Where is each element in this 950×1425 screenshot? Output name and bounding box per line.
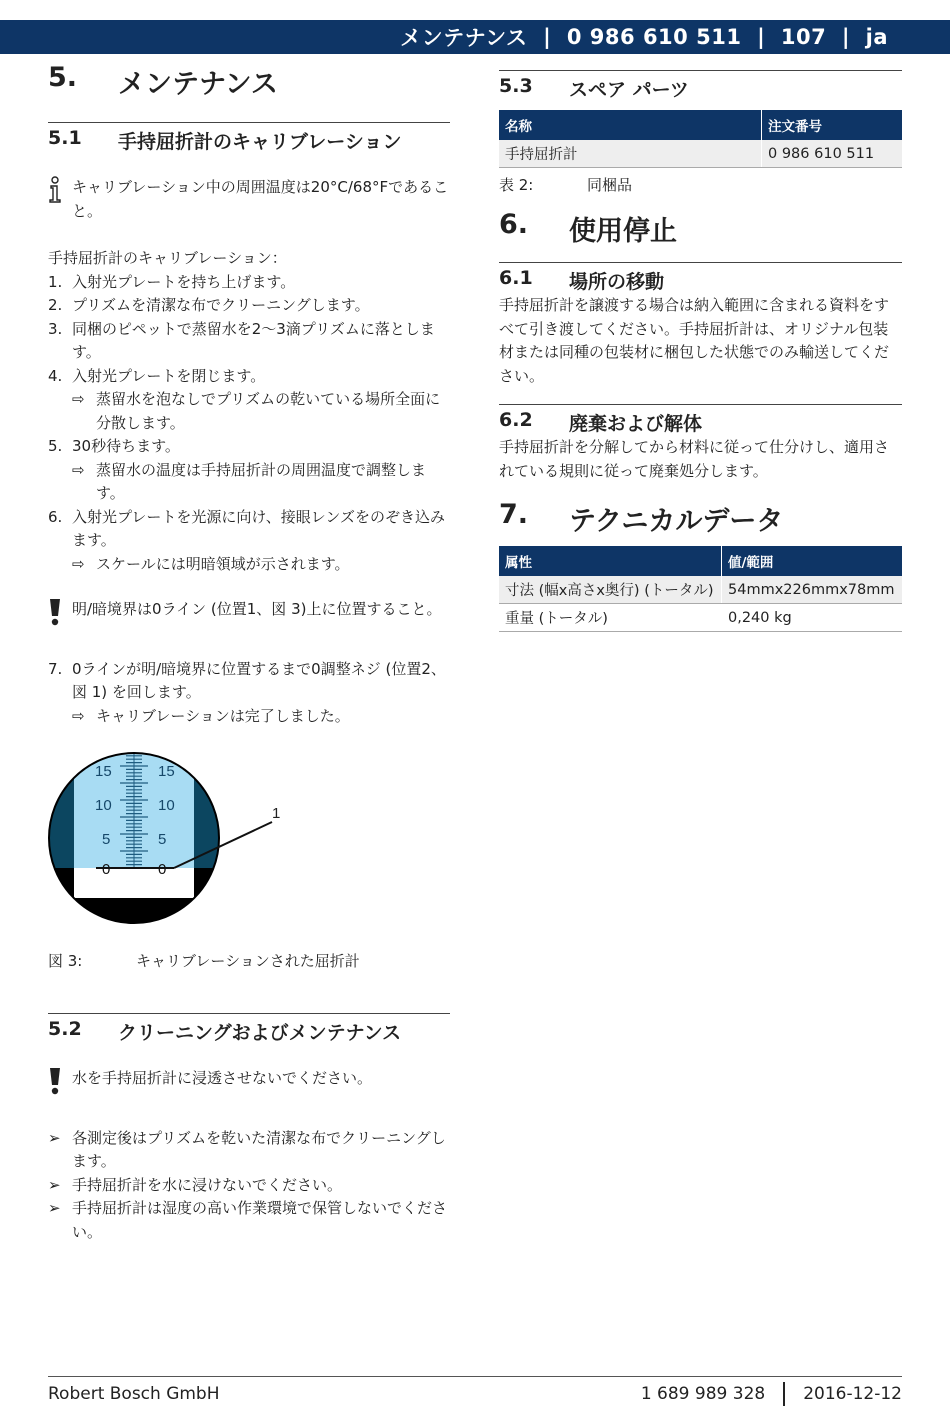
scale-label-0-right: 0 [158,861,167,878]
result-arrow-icon: ⇨ [72,554,85,573]
list-item: 3. 同梱のピペットで蒸留水を2～3滴プリズムに落とします。 [48,319,435,361]
list-item: 4. 入射光プレートを閉じます。 [48,366,266,385]
column-header: 属性 [499,546,722,576]
scale-label-15-right: 15 [158,763,175,780]
warning-note [48,1067,450,1103]
section-5-heading: 5. メンテナンス [48,62,278,100]
step-result: ⇨ 蒸留水を泡なしでプリズムの乾いている場所全面に分散します。 [48,388,450,435]
result-arrow-icon: ⇨ [72,390,85,408]
exclamation-icon [48,598,72,634]
scale-label-0-left: 0 [102,861,111,878]
spare-parts-table [499,110,902,168]
table-caption: 表 2: 同梱品 [499,176,633,194]
header-order-number: 0 986 610 511 [566,25,742,49]
page-footer [48,1382,902,1406]
page-header [0,20,950,54]
bullet-arrow-icon: ➢ [48,1128,61,1147]
section-6-1-heading: 6.1 場所の移動 [499,262,902,294]
refractometer-figure [48,752,450,932]
list-item: 5. 30秒待ちます。 [48,437,180,455]
footer-company: Robert Bosch GmbH [48,1384,220,1404]
header-page-number: 107 [780,25,827,49]
info-note [48,176,450,223]
header-language: ja [865,25,888,49]
footer-separator [783,1382,785,1406]
section-5-3-heading: 5.3 スペア パーツ [499,70,902,102]
table-row: 手持屈折計 0 986 610 511 [499,140,902,168]
scale-label-15-left: 15 [95,763,112,780]
left-column [48,62,450,1244]
relocation-text: 手持屈折計を譲渡する場合は納入範囲に含まれる資料をすべて引き渡してください。手持屈折計は、オリジナル包装材または同種の包装材に梱包した状態でのみ輸送してください。 [499,296,890,385]
list-item: ➢ 各測定後はプリズムを乾いた清潔な布でクリーニングします。 [48,1127,450,1174]
callout-1: 1 [272,805,281,822]
result-arrow-icon: ⇨ [72,460,85,479]
section-7-heading: 7. テクニカルデータ [499,499,784,537]
footer-divider [48,1376,902,1377]
technical-data-table [499,546,902,632]
calibration-steps [48,506,450,553]
list-item: 2. プリズムを清潔な布でクリーニングします。 [48,296,370,314]
header-sep: | [543,25,552,49]
warning-note [48,598,450,634]
step-result: ⇨ キャリブレーションは完了しました。 [48,705,450,729]
table-row: 重量 (トータル) 0,240 kg [499,604,902,632]
step-result: ⇨ 蒸留水の温度は手持屈折計の周囲温度で調整します。 [48,459,450,506]
section-5-2-heading: 5.2 クリーニングおよびメンテナンス [48,1013,450,1045]
section-5-1-heading: 5.1 手持屈折計のキャリブレーション [48,122,450,154]
scale-label-10-right: 10 [158,797,175,814]
list-item: 7. 0ラインが明/暗境界に位置するまで0調整ネジ (位置2、図 1) を回します。 [48,659,446,701]
warning-text: 明/暗境界は0ライン (位置1、図 3)上に位置すること。 [72,600,442,618]
refractometer-diagram [48,752,450,932]
footer-date: 2016-12-12 [803,1384,902,1404]
list-item: ➢ 手持屈折計を水に浸けないでください。 [48,1174,450,1198]
warning-text: 水を手持屈折計に浸透させないでください。 [72,1069,373,1087]
column-header: 値/範囲 [722,546,903,576]
bullet-arrow-icon: ➢ [48,1175,61,1194]
cleaning-list [48,1127,450,1245]
figure-caption: 図 3: キャリブレーションされた屈折計 [48,952,360,970]
calibration-intro: 手持屈折計のキャリブレーション： [48,249,287,267]
footer-document-number: 1 689 989 328 [640,1384,766,1404]
list-item: 1. 入射光プレートを持ち上げます。 [48,272,296,291]
list-item: ➢ 手持屈折計は湿度の高い作業環境で保管しないでください。 [48,1197,450,1244]
scale-label-10-left: 10 [95,797,112,814]
result-arrow-icon: ⇨ [72,706,85,725]
header-sep: | [757,25,766,49]
section-6-heading: 6. 使用停止 [499,209,677,247]
header-sep: | [841,25,850,49]
exclamation-icon [48,1067,72,1103]
scale-label-5-left: 5 [102,831,111,848]
scale-label-5-right: 5 [158,831,167,848]
disposal-text: 手持屈折計を分解してから材料に従って仕分けし、適用されている規則に従って廃棄処分します。 [499,438,890,480]
info-note-text: キャリブレーション中の周囲温度は20°C/68°Fであること。 [72,178,449,220]
column-header: 注文番号 [762,110,903,140]
right-column [499,70,902,632]
bullet-arrow-icon: ➢ [48,1199,61,1217]
column-header: 名称 [499,110,762,140]
info-icon [48,176,72,212]
section-6-2-heading: 6.2 廃棄および解体 [499,404,902,436]
table-row: 寸法 (幅x高さx奥行) (トータル) 54mmx226mmx78mm [499,576,902,604]
calibration-steps [48,658,450,705]
header-section: メンテナンス [400,26,528,50]
step-result: ⇨ スケールには明暗領域が示されます。 [48,553,450,577]
calibration-steps [48,271,450,389]
list-item: 6. 入射光プレートを光源に向け、接眼レンズをのぞき込みます。 [48,507,445,549]
calibration-steps [48,435,450,459]
